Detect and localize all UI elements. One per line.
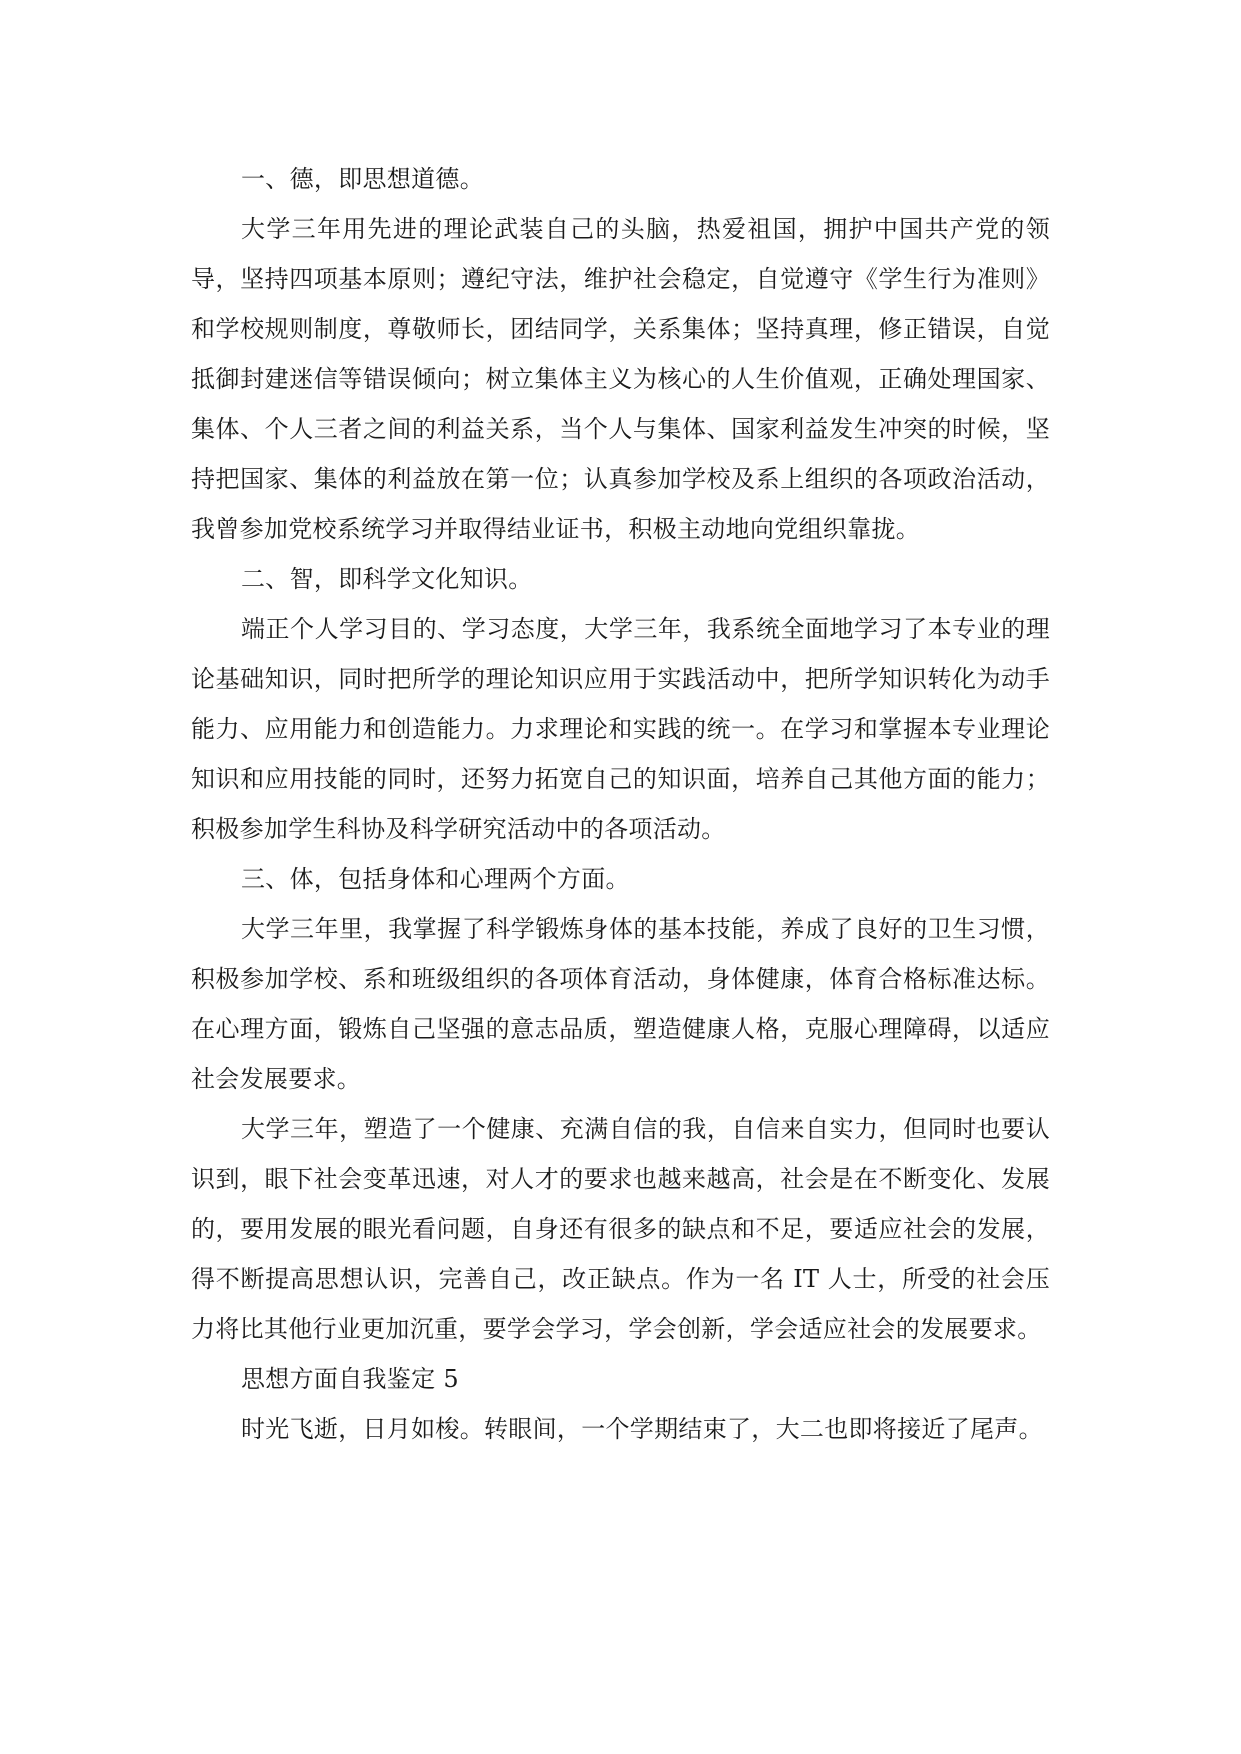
section-heading-self-assessment-5: 思想方面自我鉴定 5: [241, 1365, 459, 1393]
paragraph-zhi: 端正个人学习目的、学习态度，大学三年，我系统全面地学习了本专业的理论基础知识，同时把所学的理论知识应用于实践活动中，把所学知识转化为动手能力、应用能力和创造能力。力求理论和实践的统一。在学习和掌握本专业理论知识和应用技能的同时，还努力拓宽自己的知识面，培养自己其他方面的能力；积极参加学生科协及科学研究活动中的各项活动。: [191, 615, 1050, 843]
section-heading-zhi: 二、智，即科学文化知识。: [241, 565, 533, 593]
section-heading-ti: 三、体，包括身体和心理两个方面。: [241, 865, 630, 893]
section-heading-de: 一、德，即思想道德。: [241, 165, 484, 193]
document-body: [191, 154, 1050, 1454]
paragraph-summary: 大学三年，塑造了一个健康、充满自信的我，自信来自实力，但同时也要认识到，眼下社会变革迅速，对人才的要求也越来越高，社会是在不断变化、发展的，要用发展的眼光看问题，自身还有很多的缺点和不足，要适应社会的发展，得不断提高思想认识，完善自己，改正缺点。作为一名 IT 人士，所受的社会压力将比其他行业更加沉重，要学会学习，学会创新，学会适应社会的发展要求。: [191, 1115, 1050, 1343]
paragraph-de: 大学三年用先进的理论武装自己的头脑，热爱祖国，拥护中国共产党的领导，坚持四项基本原则；遵纪守法，维护社会稳定，自觉遵守《学生行为准则》和学校规则制度，尊敬师长，团结同学，关系集体；坚持真理，修正错误，自觉抵御封建迷信等错误倾向；树立集体主义为核心的人生价值观，正确处理国家、集体、个人三者之间的利益关系，当个人与集体、国家利益发生冲突的时候，坚持把国家、集体的利益放在第一位；认真参加学校及系上组织的各项政治活动，我曾参加党校系统学习并取得结业证书，积极主动地向党组织靠拢。: [191, 215, 1050, 543]
paragraph-time-flies: 时光飞逝，日月如梭。转眼间，一个学期结束了，大二也即将接近了尾声。: [241, 1415, 1043, 1443]
paragraph-ti: 大学三年里，我掌握了科学锻炼身体的基本技能，养成了良好的卫生习惯，积极参加学校、系和班级组织的各项体育活动，身体健康，体育合格标准达标。在心理方面，锻炼自己坚强的意志品质，塑造健康人格，克服心理障碍，以适应社会发展要求。: [191, 915, 1050, 1093]
